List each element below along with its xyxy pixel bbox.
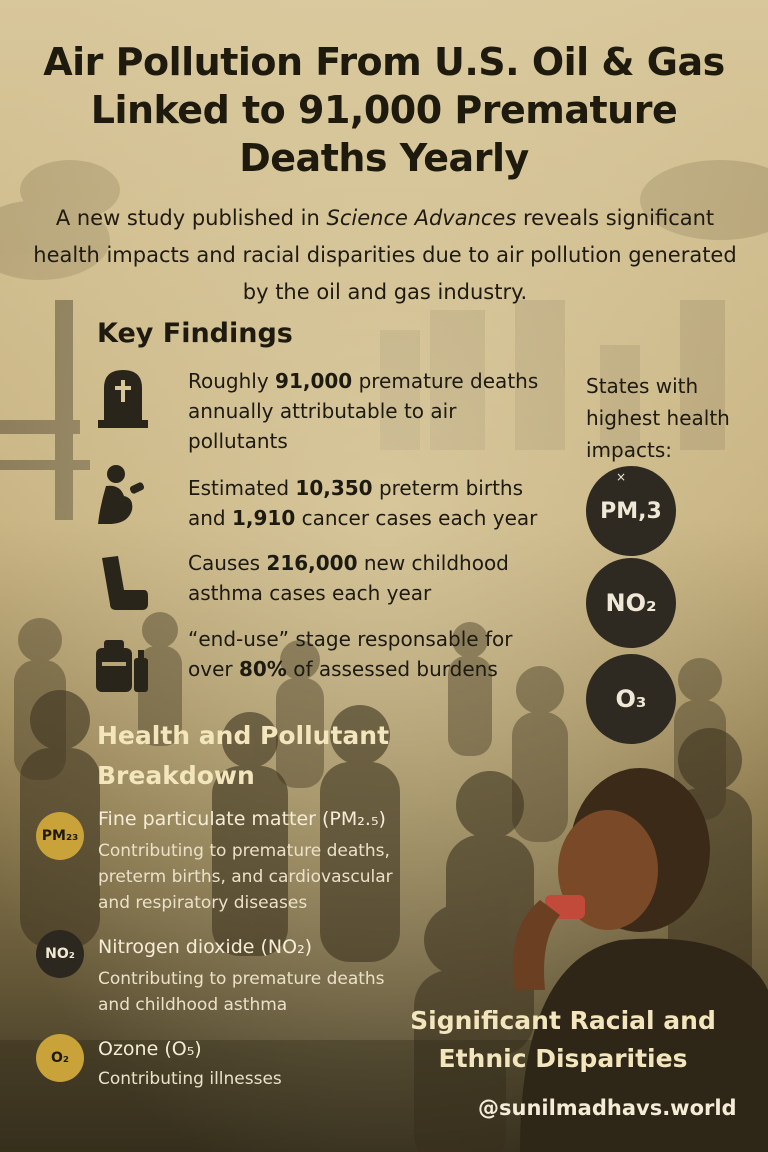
finding-end-use: “end-use” stage responsable for over 80% of assessed burdens bbox=[188, 627, 513, 681]
inhaler-icon bbox=[90, 550, 156, 616]
journal-name: Science Advances bbox=[326, 206, 517, 230]
social-handle[interactable]: @sunilmadhavs.world bbox=[478, 1096, 737, 1120]
intro-paragraph bbox=[30, 200, 740, 311]
state-badge-no2: NO₂ bbox=[586, 558, 676, 648]
ozone-description: Contributing illnesses bbox=[98, 1069, 282, 1089]
page-title: Air Pollution From U.S. Oil & Gas Linked to 91,000 Premature Deaths Yearly bbox=[43, 40, 725, 180]
pm25-description: Contributing to premature deaths, preterm births, and cardiovascular and respiratory diseases bbox=[98, 841, 393, 913]
finding-asthma: Causes 216,000 new childhood asthma cases each year bbox=[188, 551, 509, 605]
tombstone-icon bbox=[90, 364, 156, 430]
fuel-can-icon bbox=[90, 632, 156, 698]
finding-deaths: Roughly 91,000 premature deaths annually attributable to air pollutants bbox=[188, 369, 539, 453]
state-badge-pm: PM,3 bbox=[586, 466, 676, 556]
no2-description: Contributing to premature deaths and childhood asthma bbox=[98, 969, 385, 1015]
o3-badge: O₂ bbox=[36, 1034, 84, 1082]
pregnant-person-icon bbox=[90, 462, 156, 528]
no2-title: Nitrogen dioxide (NO₂) bbox=[98, 936, 313, 958]
states-label: States with highest health impacts: bbox=[586, 374, 730, 462]
breakdown-heading: Health and Pollutant Breakdown bbox=[97, 721, 390, 790]
ozone-title: Ozone (O₅) bbox=[98, 1038, 202, 1060]
small-mark: × bbox=[616, 470, 627, 484]
finding-births-cancer: Estimated 10,350 preterm births and 1,910 cancer cases each year bbox=[188, 476, 538, 530]
no2-badge: NO₂ bbox=[36, 930, 84, 978]
disparities-heading: Significant Racial and Ethnic Disparities bbox=[410, 1006, 716, 1073]
pm25-badge: PM₂₃ bbox=[36, 812, 84, 860]
state-badge-o3: O₃ bbox=[586, 654, 676, 744]
pm25-title: Fine particulate matter (PM₂.₅) bbox=[98, 808, 386, 830]
intro-text-end: reveals significant health impacts and racial disparities due to air pollution generated by the oil and gas industry. bbox=[33, 206, 737, 304]
intro-text-start: A new study published in bbox=[55, 206, 327, 230]
key-findings-heading: Key Findings bbox=[97, 318, 293, 349]
